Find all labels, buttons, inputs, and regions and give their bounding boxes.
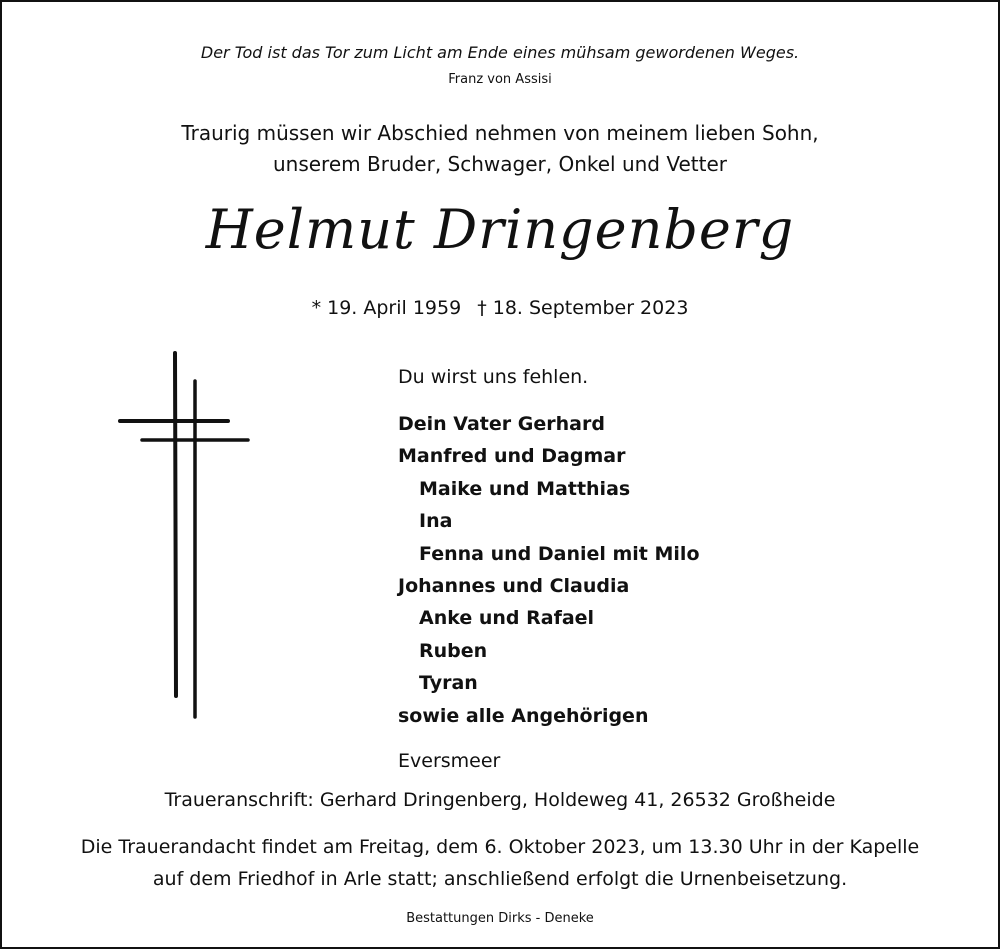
undertaker-name: Bestattungen Dirks - Deneke bbox=[406, 911, 594, 926]
mourners-list bbox=[398, 408, 700, 732]
service-line-2: auf dem Friedhof in Arle statt; anschließend erfolgt die Urnenbeisetzung. bbox=[152, 868, 848, 890]
intro-line-2: unserem Bruder, Schwager, Onkel und Vetter bbox=[272, 152, 728, 176]
missing-text: Du wirst uns fehlen. bbox=[398, 366, 589, 388]
mourner-item: Tyran bbox=[419, 672, 478, 695]
mourner-item: Ruben bbox=[419, 639, 488, 662]
mourner-item: Fenna und Daniel mit Milo bbox=[419, 542, 700, 565]
mourner-item: Anke und Rafael bbox=[419, 607, 595, 630]
mourner-item: Ina bbox=[419, 510, 453, 533]
quote-author: Franz von Assisi bbox=[448, 72, 552, 87]
mourner-item: Dein Vater Gerhard bbox=[398, 413, 605, 435]
mourner-item: Manfred und Dagmar bbox=[398, 445, 626, 468]
service-line-1: Die Trauerandacht findet am Freitag, dem 6. Oktober 2023, um 13.30 Uhr in der Kapelle bbox=[80, 836, 920, 858]
mourner-item: Johannes und Claudia bbox=[398, 574, 630, 597]
mourning-address: Traueranschrift: Gerhard Dringenberg, Holdeweg 41, 26532 Großheide bbox=[164, 789, 836, 811]
mourner-item: sowie alle Angehörigen bbox=[398, 704, 649, 727]
intro-line-1: Traurig müssen wir Abschied nehmen von meinem lieben Sohn, bbox=[181, 121, 819, 145]
life-dates bbox=[0, 297, 1000, 319]
death-date: † 18. September 2023 bbox=[477, 297, 689, 319]
mourner-item: Maike und Matthias bbox=[419, 477, 631, 500]
place-name: Eversmeer bbox=[398, 750, 501, 772]
double-cross-icon bbox=[110, 348, 260, 728]
birth-date: * 19. April 1959 bbox=[311, 297, 462, 319]
quote-text: Der Tod ist das Tor zum Licht am Ende eines mühsam gewordenen Weges. bbox=[200, 43, 800, 62]
deceased-name: Helmut Dringenberg bbox=[205, 198, 795, 261]
